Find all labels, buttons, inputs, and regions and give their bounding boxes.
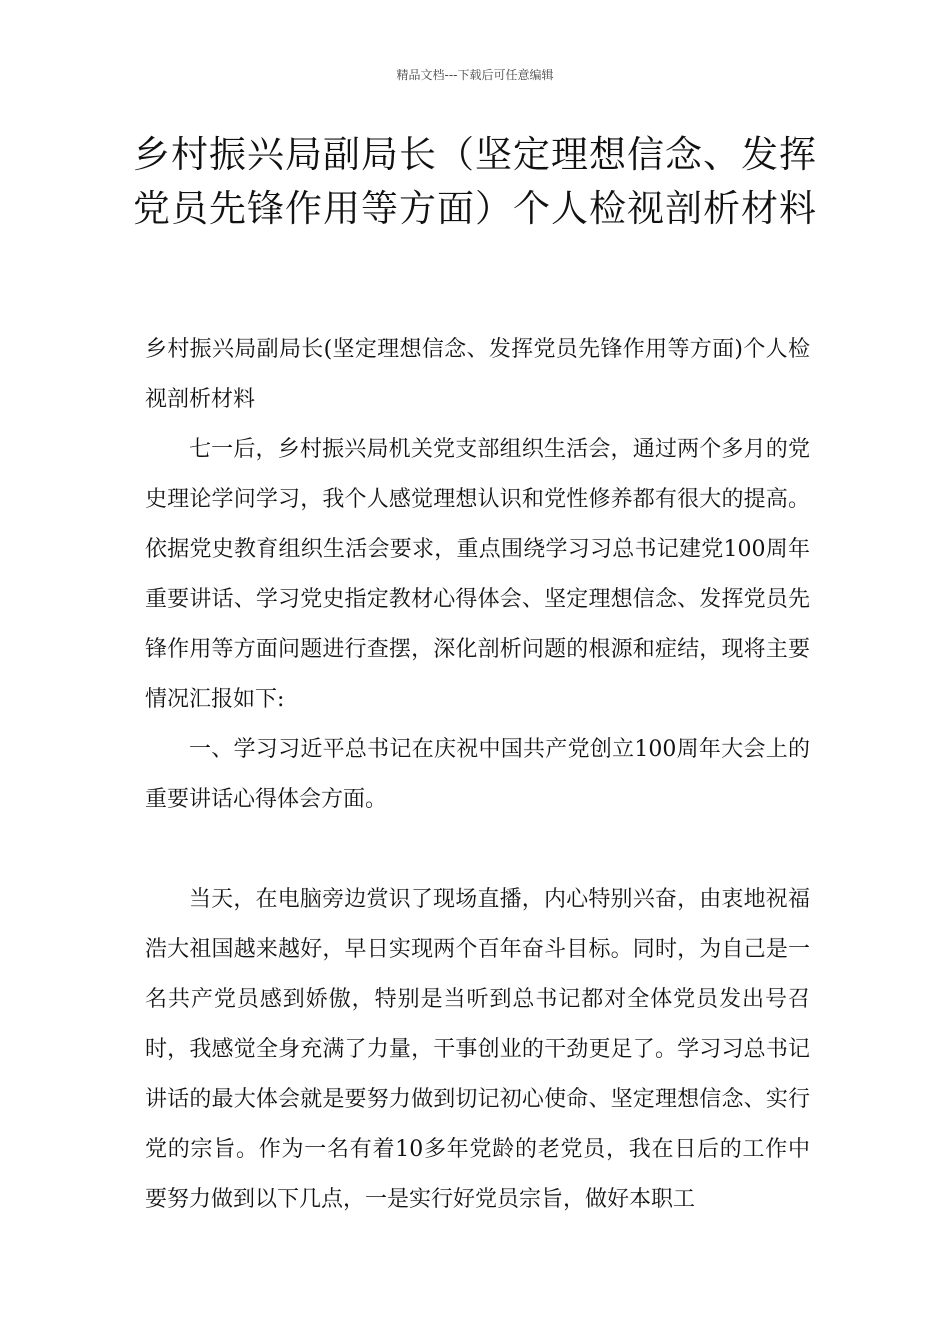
body-paragraph: 当天，在电脑旁边赏识了现场直播，内心特别兴奋，由衷地祝福浩大祖国越来越好，早日实现两个百年奋斗目标。同时，为自己是一名共产党员感到娇傲，特别是当听到总书记都对全体党员发出号召时，我感觉全身充满了力量，干事创业的干劲更足了。学习习总书记讲话的最大体会就是要努力做到切记初心使命、坚定理想信念、实行党的宗旨。作为一名有着10多年党龄的老党员，我在日后的工作中要努力做到以下几点，一是实行好党员宗旨，做好本职工	[145, 887, 810, 1212]
intro-paragraph: 七一后，乡村振兴局机关党支部组织生活会，通过两个多月的党史理论学问学习，我个人感觉理想认识和党性修养都有很大的提高。依据党史教育组织生活会要求，重点围绕学习习总书记建党100周年重要讲话、学习党史指定教材心得体会、坚定理想信念、发挥党员先锋作用等方面问题进行查摆，深化剖析问题的根源和症结，现将主要情况汇报如下:	[145, 437, 810, 712]
paragraph-spacer	[145, 825, 810, 875]
document-body	[145, 325, 810, 1225]
page-header-note: 精品文档---下载后可任意编辑	[396, 68, 554, 82]
section-heading-paragraph: 一、学习习近平总书记在庆祝中国共产党创立100周年大会上的重要讲话心得体会方面。	[145, 737, 810, 812]
document-title: 乡村振兴局副局长（坚定理想信念、发挥党员先锋作用等方面）个人检视剖析材料	[133, 133, 817, 230]
subtitle-paragraph: 乡村振兴局副局长(坚定理想信念、发挥党员先锋作用等方面)个人检视剖析材料	[145, 337, 810, 412]
